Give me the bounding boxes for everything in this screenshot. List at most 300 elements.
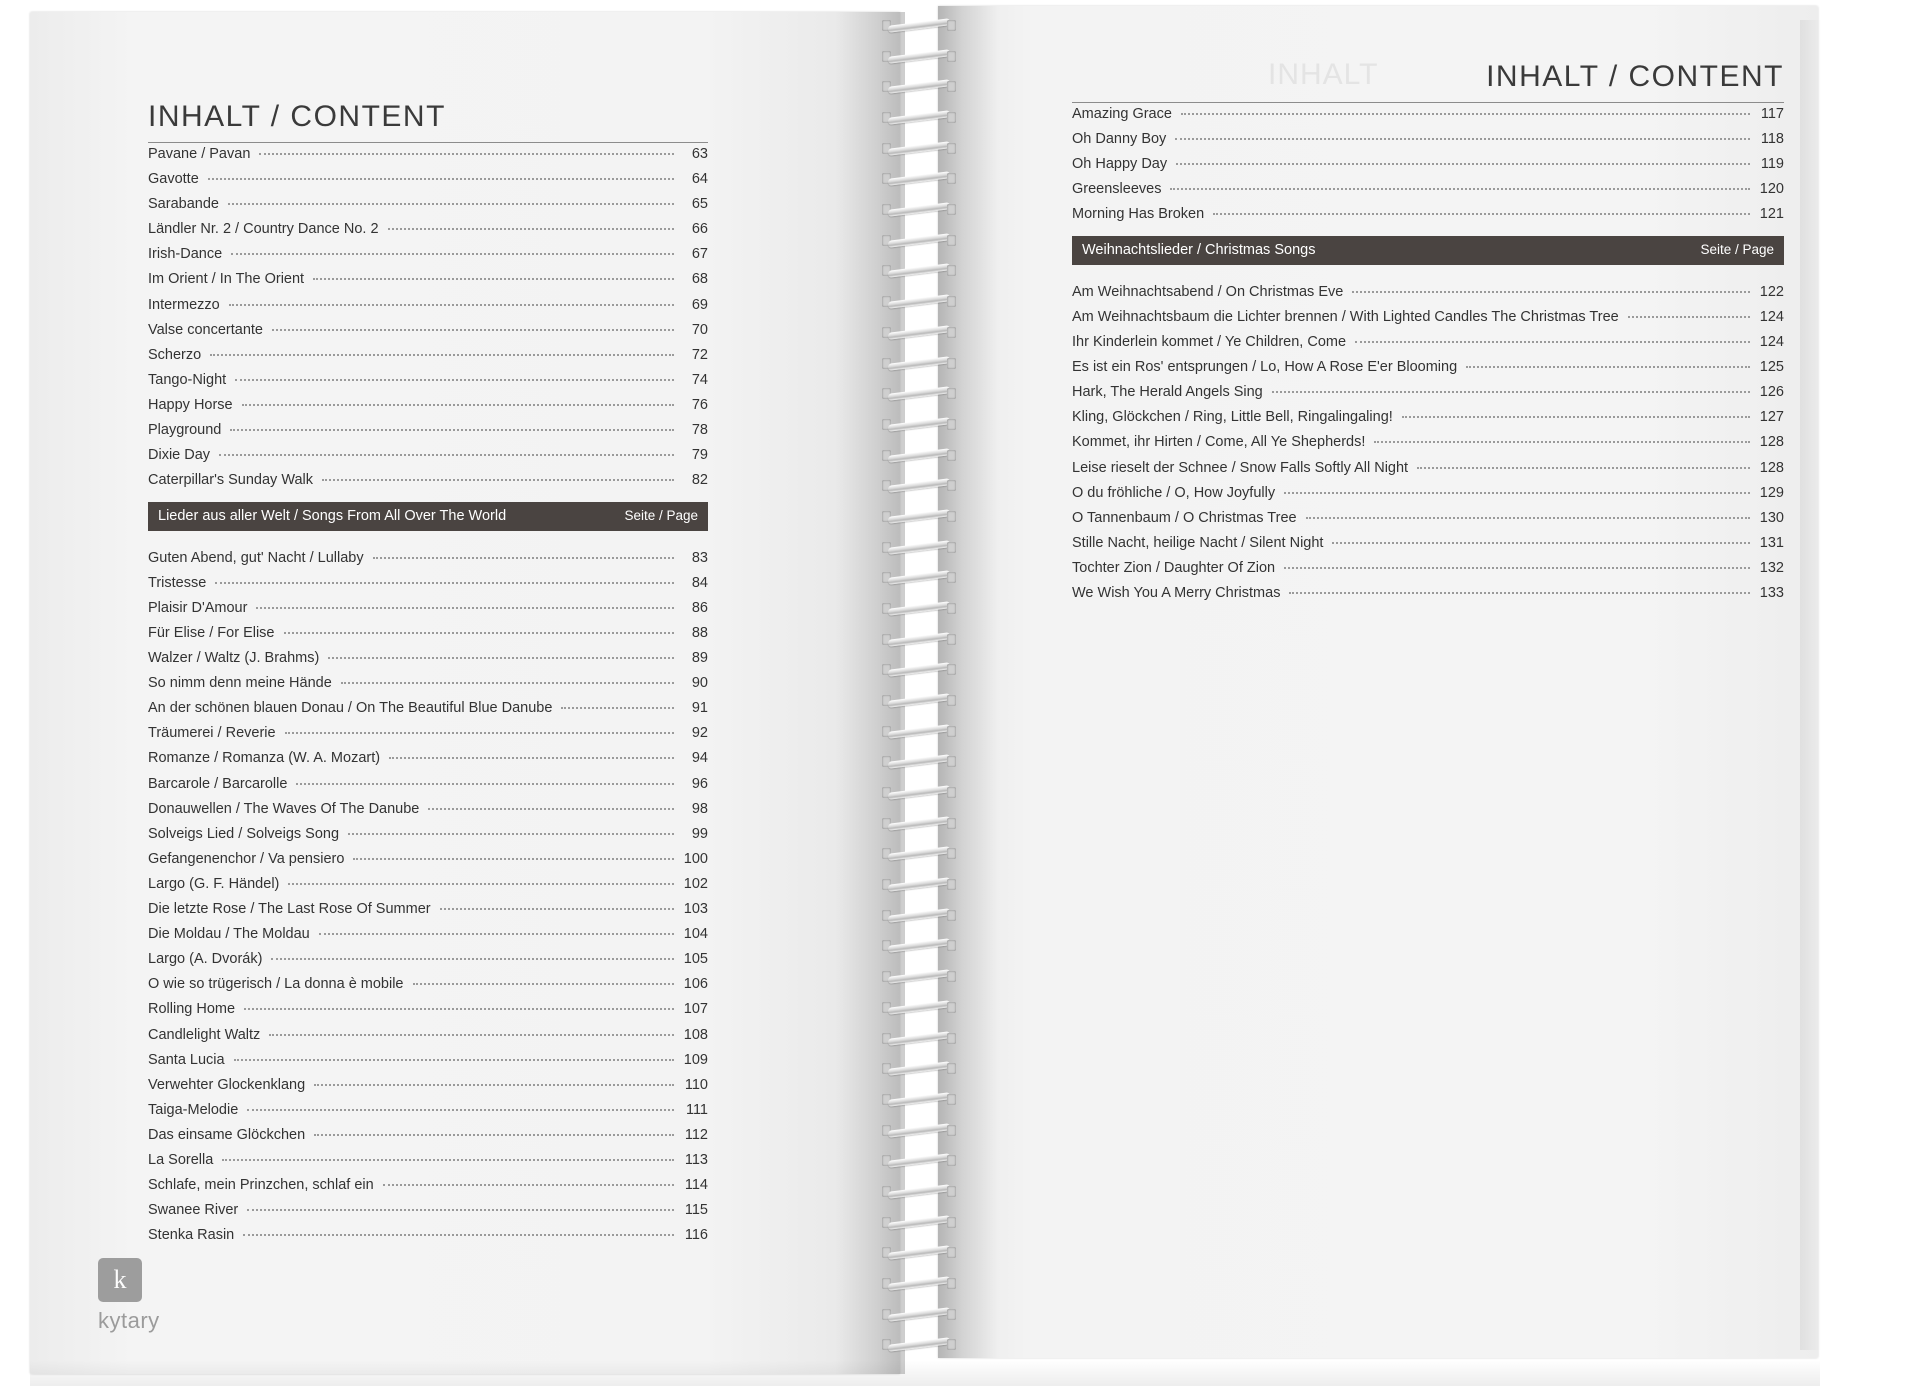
toc-entry-page: 124 bbox=[1759, 334, 1784, 351]
toc-list-left-top bbox=[148, 143, 708, 488]
spiral-coil bbox=[880, 263, 958, 279]
left-title-block bbox=[148, 100, 708, 143]
spiral-coil bbox=[880, 325, 958, 341]
toc-entry bbox=[1072, 532, 1784, 551]
toc-entry-title: So nimm denn meine Hände bbox=[148, 675, 332, 692]
toc-dot-leader bbox=[296, 770, 674, 785]
toc-entry-page: 117 bbox=[1760, 106, 1784, 122]
toc-dot-leader bbox=[259, 140, 674, 155]
spiral-coil bbox=[880, 417, 958, 433]
toc-dot-leader bbox=[231, 240, 674, 255]
section-page-label: Seite / Page bbox=[1700, 242, 1774, 258]
toc-entry-page: 126 bbox=[1759, 384, 1784, 401]
toc-entry-page: 79 bbox=[691, 447, 708, 464]
toc-entry bbox=[148, 722, 708, 741]
toc-entry bbox=[148, 1124, 708, 1143]
toc-entry-page: 118 bbox=[1760, 131, 1784, 148]
toc-dot-leader bbox=[269, 1021, 674, 1036]
toc-entry bbox=[1072, 482, 1784, 501]
toc-dot-leader bbox=[285, 719, 674, 734]
toc-dot-leader bbox=[341, 669, 674, 684]
spiral-coil bbox=[880, 49, 958, 65]
toc-entry-page: 125 bbox=[1759, 359, 1784, 376]
toc-dot-leader bbox=[1355, 328, 1750, 343]
spiral-coil bbox=[880, 79, 958, 95]
spiral-coil bbox=[880, 233, 958, 249]
toc-entry-title: Happy Horse bbox=[148, 396, 233, 413]
toc-entry-title: We Wish You A Merry Christmas bbox=[1072, 585, 1281, 601]
toc-entry-page: 91 bbox=[691, 700, 708, 717]
spiral-coil bbox=[880, 1215, 958, 1231]
toc-entry bbox=[1072, 381, 1784, 400]
toc-entry bbox=[148, 319, 708, 338]
toc-entry bbox=[1072, 507, 1784, 526]
toc-entry-title: Intermezzo bbox=[148, 296, 220, 313]
toc-entry bbox=[148, 697, 708, 716]
kytary-logo-mark: k bbox=[98, 1258, 142, 1302]
toc-entry-title: Schlafe, mein Prinzchen, schlaf ein bbox=[148, 1177, 374, 1194]
toc-dot-leader bbox=[1176, 150, 1750, 165]
toc-entry-page: 92 bbox=[691, 725, 708, 742]
toc-entry-page: 114 bbox=[684, 1177, 708, 1194]
spiral-coil bbox=[880, 1276, 958, 1292]
toc-entry-page: 106 bbox=[683, 976, 708, 993]
toc-dot-leader bbox=[413, 970, 675, 985]
toc-dot-leader bbox=[373, 544, 674, 559]
toc-entry-title: Greensleeves bbox=[1072, 181, 1162, 198]
spiral-coil bbox=[880, 356, 958, 372]
right-title-block bbox=[1072, 60, 1784, 103]
toc-entry bbox=[148, 268, 708, 287]
toc-dot-leader bbox=[322, 466, 674, 481]
toc-entry-title: Donauwellen / The Waves Of The Danube bbox=[148, 800, 420, 817]
toc-entry-page: 89 bbox=[691, 650, 708, 667]
toc-entry-title: Walzer / Waltz (J. Brahms) bbox=[148, 650, 320, 667]
toc-dot-leader bbox=[1402, 403, 1750, 418]
spiral-coil bbox=[880, 754, 958, 770]
toc-entry-page: 119 bbox=[1760, 156, 1784, 173]
toc-entry-title: Gefangenenchor / Va pensiero bbox=[148, 850, 345, 867]
toc-entry-page: 104 bbox=[683, 926, 708, 943]
toc-entry-page: 94 bbox=[691, 750, 708, 767]
toc-entry bbox=[148, 747, 708, 766]
toc-entry bbox=[1072, 153, 1784, 172]
toc-entry-page: 90 bbox=[691, 675, 708, 692]
toc-entry-page: 82 bbox=[691, 472, 708, 489]
page-title-left: INHALT / CONTENT bbox=[148, 100, 446, 133]
toc-entry-title: Candlelight Waltz bbox=[148, 1026, 261, 1043]
toc-entry bbox=[148, 597, 708, 616]
toc-entry-page: 133 bbox=[1759, 585, 1784, 601]
toc-dot-leader bbox=[1289, 579, 1750, 594]
spiral-coil bbox=[880, 969, 958, 985]
toc-entry bbox=[148, 773, 708, 792]
spiral-binding bbox=[880, 18, 960, 1368]
section-header-songs-world bbox=[148, 502, 708, 531]
toc-entry-page: 67 bbox=[691, 246, 708, 263]
toc-entry bbox=[1072, 281, 1784, 300]
toc-entry-title: Irish-Dance bbox=[148, 246, 223, 263]
toc-entry-title: O du fröhliche / O, How Joyfully bbox=[1072, 484, 1276, 501]
toc-entry bbox=[148, 898, 708, 917]
spiral-coil bbox=[880, 171, 958, 187]
toc-entry bbox=[1072, 557, 1784, 576]
toc-entry-page: 121 bbox=[1759, 206, 1784, 223]
toc-entry-page: 69 bbox=[691, 296, 708, 313]
spiral-coil bbox=[880, 18, 958, 34]
toc-dot-leader bbox=[1352, 278, 1750, 293]
spiral-coil bbox=[880, 693, 958, 709]
toc-entry bbox=[148, 1099, 708, 1118]
toc-entry-page: 78 bbox=[691, 422, 708, 439]
toc-entry-page: 103 bbox=[683, 901, 708, 918]
toc-entry bbox=[1072, 356, 1784, 375]
toc-entry-page: 83 bbox=[691, 549, 708, 566]
toc-dot-leader bbox=[1306, 504, 1750, 519]
toc-entry-title: O Tannenbaum / O Christmas Tree bbox=[1072, 509, 1297, 526]
toc-entry-title: Tochter Zion / Daughter Of Zion bbox=[1072, 559, 1276, 576]
toc-entry-title: Leise rieselt der Schnee / Snow Falls Softly All Night bbox=[1072, 459, 1409, 476]
toc-entry-page: 65 bbox=[691, 196, 708, 213]
toc-entry bbox=[1072, 457, 1784, 476]
toc-dot-leader bbox=[229, 291, 674, 306]
toc-dot-leader bbox=[210, 341, 674, 356]
toc-entry bbox=[148, 948, 708, 967]
toc-dot-leader bbox=[1332, 529, 1750, 544]
toc-entry-title: Die letzte Rose / The Last Rose Of Summer bbox=[148, 901, 431, 918]
toc-entry bbox=[1072, 103, 1784, 122]
toc-dot-leader bbox=[319, 920, 674, 935]
toc-entry bbox=[1072, 178, 1784, 197]
toc-entry-page: 74 bbox=[691, 371, 708, 388]
right-page-content bbox=[1072, 60, 1784, 607]
toc-entry-title: Kommet, ihr Hirten / Come, All Ye Shepherds! bbox=[1072, 434, 1366, 451]
toc-entry-page: 124 bbox=[1759, 308, 1784, 325]
toc-entry-title: Oh Happy Day bbox=[1072, 156, 1168, 173]
spiral-coil bbox=[880, 816, 958, 832]
toc-entry-page: 102 bbox=[683, 875, 708, 892]
toc-entry-title: Pavane / Pavan bbox=[148, 146, 251, 162]
toc-entry bbox=[148, 193, 708, 212]
spiral-coil bbox=[880, 1307, 958, 1323]
toc-dot-leader bbox=[208, 165, 674, 180]
toc-dot-leader bbox=[389, 744, 674, 759]
toc-entry-title: Es ist ein Ros' entsprungen / Lo, How A Rose E'er Blooming bbox=[1072, 359, 1458, 376]
toc-dot-leader bbox=[440, 895, 674, 910]
toc-dot-leader bbox=[247, 1096, 674, 1111]
toc-dot-leader bbox=[1284, 554, 1750, 569]
toc-entry bbox=[148, 243, 708, 262]
toc-entry-title: Rolling Home bbox=[148, 1001, 236, 1018]
toc-entry bbox=[148, 622, 708, 641]
toc-entry-page: 110 bbox=[684, 1076, 708, 1093]
toc-entry-title: Barcarole / Barcarolle bbox=[148, 775, 288, 792]
toc-entry bbox=[1072, 203, 1784, 222]
toc-entry-title: La Sorella bbox=[148, 1151, 214, 1168]
toc-dot-leader bbox=[243, 1221, 674, 1236]
toc-entry bbox=[148, 469, 708, 488]
toc-entry-title: Die Moldau / The Moldau bbox=[148, 926, 310, 943]
toc-dot-leader bbox=[247, 1196, 674, 1211]
toc-entry-page: 108 bbox=[683, 1026, 708, 1043]
toc-entry-title: Am Weihnachtsabend / On Christmas Eve bbox=[1072, 283, 1344, 300]
toc-entry-title: Hark, The Herald Angels Sing bbox=[1072, 384, 1263, 401]
spiral-coil bbox=[880, 202, 958, 218]
toc-entry bbox=[148, 294, 708, 313]
toc-dot-leader bbox=[1628, 303, 1750, 318]
spiral-coil bbox=[880, 1245, 958, 1261]
toc-entry-title: Tristesse bbox=[148, 574, 207, 591]
toc-entry-page: 107 bbox=[683, 1001, 708, 1018]
toc-entry-page: 105 bbox=[683, 951, 708, 968]
left-page-content bbox=[148, 100, 708, 1249]
spiral-coil bbox=[880, 846, 958, 862]
toc-entry bbox=[148, 672, 708, 691]
spiral-coil bbox=[880, 908, 958, 924]
toc-dot-leader bbox=[230, 416, 674, 431]
toc-entry-title: Stenka Rasin bbox=[148, 1227, 235, 1244]
toc-entry-title: Romanze / Romanza (W. A. Mozart) bbox=[148, 750, 381, 767]
toc-entry bbox=[148, 798, 708, 817]
spiral-coil bbox=[880, 1092, 958, 1108]
toc-dot-leader bbox=[1213, 200, 1750, 215]
toc-entry bbox=[148, 973, 708, 992]
toc-list-right-section bbox=[1072, 281, 1784, 601]
toc-entry bbox=[1072, 128, 1784, 147]
toc-entry bbox=[148, 1174, 708, 1193]
toc-entry bbox=[148, 444, 708, 463]
spiral-coil bbox=[880, 294, 958, 310]
toc-entry-page: 131 bbox=[1759, 534, 1784, 551]
toc-dot-leader bbox=[383, 1171, 674, 1186]
toc-entry bbox=[148, 998, 708, 1017]
toc-entry-page: 63 bbox=[691, 146, 708, 162]
toc-dot-leader bbox=[222, 1146, 674, 1161]
page-title-right: INHALT / CONTENT bbox=[1486, 60, 1784, 93]
toc-entry-page: 112 bbox=[684, 1126, 708, 1143]
toc-entry-title: Solveigs Lied / Solveigs Song bbox=[148, 825, 340, 842]
toc-entry-page: 129 bbox=[1759, 484, 1784, 501]
toc-entry bbox=[148, 168, 708, 187]
spiral-coil bbox=[880, 540, 958, 556]
toc-entry-title: Dixie Day bbox=[148, 447, 211, 464]
toc-entry-title: Santa Lucia bbox=[148, 1051, 225, 1068]
spiral-coil bbox=[880, 1061, 958, 1077]
toc-entry bbox=[1072, 582, 1784, 601]
toc-entry bbox=[148, 1074, 708, 1093]
spiral-coil bbox=[880, 509, 958, 525]
toc-list-left-section bbox=[148, 547, 708, 1243]
toc-entry bbox=[148, 647, 708, 666]
toc-dot-leader bbox=[271, 945, 674, 960]
toc-entry bbox=[148, 419, 708, 438]
toc-dot-leader bbox=[219, 441, 674, 456]
toc-dot-leader bbox=[428, 795, 674, 810]
toc-entry bbox=[148, 572, 708, 591]
toc-entry bbox=[148, 873, 708, 892]
toc-entry-page: 122 bbox=[1759, 283, 1784, 300]
toc-entry-page: 66 bbox=[691, 221, 708, 238]
toc-entry bbox=[148, 823, 708, 842]
toc-entry bbox=[148, 1024, 708, 1043]
toc-entry-title: Sarabande bbox=[148, 196, 219, 213]
toc-entry-title: Morning Has Broken bbox=[1072, 206, 1205, 223]
toc-entry-title: Guten Abend, gut' Nacht / Lullaby bbox=[148, 549, 364, 566]
toc-entry bbox=[148, 218, 708, 237]
spiral-coil bbox=[880, 1184, 958, 1200]
toc-entry-title: Im Orient / In The Orient bbox=[148, 271, 305, 288]
toc-dot-leader bbox=[234, 1046, 674, 1061]
toc-entry-title: Stille Nacht, heilige Nacht / Silent Night bbox=[1072, 534, 1324, 551]
toc-entry-page: 84 bbox=[691, 574, 708, 591]
toc-dot-leader bbox=[1175, 125, 1750, 140]
toc-dot-leader bbox=[1181, 100, 1750, 115]
toc-dot-leader bbox=[1284, 479, 1750, 494]
toc-entry bbox=[148, 1224, 708, 1243]
toc-entry bbox=[148, 394, 708, 413]
spiral-coil bbox=[880, 1123, 958, 1139]
toc-entry-title: Verwehter Glockenklang bbox=[148, 1076, 306, 1093]
toc-dot-leader bbox=[1466, 353, 1750, 368]
spiral-coil bbox=[880, 785, 958, 801]
toc-entry bbox=[148, 344, 708, 363]
toc-entry-page: 127 bbox=[1759, 409, 1784, 426]
toc-entry bbox=[148, 1199, 708, 1218]
toc-entry-title: Largo (A. Dvorák) bbox=[148, 951, 263, 968]
toc-entry-title: Taiga-Melodie bbox=[148, 1101, 239, 1118]
toc-entry-page: 113 bbox=[684, 1151, 708, 1168]
toc-entry-title: Swanee River bbox=[148, 1202, 239, 1219]
toc-dot-leader bbox=[244, 995, 674, 1010]
section-header-christmas-songs bbox=[1072, 236, 1784, 265]
toc-entry-title: Gavotte bbox=[148, 171, 199, 188]
toc-entry bbox=[1072, 406, 1784, 425]
toc-entry-page: 64 bbox=[691, 171, 708, 188]
toc-entry-title: Das einsame Glöckchen bbox=[148, 1126, 306, 1143]
toc-dot-leader bbox=[314, 1121, 674, 1136]
toc-entry-title: O wie so trügerisch / La donna è mobile bbox=[148, 976, 404, 993]
spiral-coil bbox=[880, 386, 958, 402]
toc-dot-leader bbox=[1374, 428, 1750, 443]
toc-entry-title: Playground bbox=[148, 422, 222, 439]
section-page-label: Seite / Page bbox=[624, 508, 698, 524]
toc-entry bbox=[148, 143, 708, 162]
toc-entry-title: Plaisir D'Amour bbox=[148, 599, 248, 616]
toc-dot-leader bbox=[348, 820, 674, 835]
toc-entry-page: 70 bbox=[691, 321, 708, 338]
spiral-coil bbox=[880, 632, 958, 648]
spiral-coil bbox=[880, 141, 958, 157]
spiral-coil bbox=[880, 662, 958, 678]
toc-dot-leader bbox=[561, 694, 674, 709]
spiral-coil bbox=[880, 478, 958, 494]
toc-entry-title: An der schönen blauen Donau / On The Beautiful Blue Danube bbox=[148, 700, 553, 717]
toc-entry-title: Tango-Night bbox=[148, 371, 227, 388]
toc-entry-title: Ihr Kinderlein kommet / Ye Children, Come bbox=[1072, 334, 1347, 351]
spiral-coil bbox=[880, 1153, 958, 1169]
toc-dot-leader bbox=[242, 391, 674, 406]
spiral-coil bbox=[880, 1337, 958, 1353]
toc-entry bbox=[1072, 331, 1784, 350]
toc-dot-leader bbox=[284, 619, 675, 634]
toc-dot-leader bbox=[313, 265, 674, 280]
toc-entry-title: Scherzo bbox=[148, 346, 202, 363]
toc-entry-title: Ländler Nr. 2 / Country Dance No. 2 bbox=[148, 221, 379, 238]
toc-dot-leader bbox=[1417, 454, 1750, 469]
toc-entry-page: 100 bbox=[683, 850, 708, 867]
toc-entry-page: 128 bbox=[1759, 434, 1784, 451]
toc-entry-title: Kling, Glöckchen / Ring, Little Bell, Ringalingaling! bbox=[1072, 409, 1393, 426]
toc-dot-leader bbox=[328, 644, 674, 659]
toc-entry-page: 88 bbox=[691, 625, 708, 641]
toc-entry bbox=[148, 923, 708, 942]
toc-entry-title: Largo (G. F. Händel) bbox=[148, 875, 280, 892]
spiral-coil bbox=[880, 938, 958, 954]
kytary-logo-text: kytary bbox=[98, 1308, 160, 1333]
toc-entry-title: Oh Danny Boy bbox=[1072, 131, 1167, 148]
toc-dot-leader bbox=[228, 190, 674, 205]
toc-dot-leader bbox=[272, 316, 674, 331]
toc-entry bbox=[148, 369, 708, 388]
toc-dot-leader bbox=[256, 594, 674, 609]
toc-entry-title: Am Weihnachtsbaum die Lichter brennen / With Lighted Candles The Christmas Tree bbox=[1072, 308, 1619, 325]
toc-dot-leader bbox=[288, 870, 674, 885]
toc-entry-page: 120 bbox=[1759, 181, 1784, 198]
toc-entry bbox=[1072, 431, 1784, 450]
toc-dot-leader bbox=[388, 215, 674, 230]
toc-dot-leader bbox=[1170, 175, 1750, 190]
spiral-coil bbox=[880, 877, 958, 893]
toc-entry-page: 109 bbox=[683, 1051, 708, 1068]
toc-dot-leader bbox=[314, 1071, 674, 1086]
toc-dot-leader bbox=[1272, 378, 1750, 393]
toc-dot-leader bbox=[215, 569, 674, 584]
toc-entry-page: 96 bbox=[691, 775, 708, 792]
toc-entry-title: Für Elise / For Elise bbox=[148, 625, 275, 641]
spiral-coil bbox=[880, 1000, 958, 1016]
toc-entry-page: 115 bbox=[684, 1202, 708, 1219]
spiral-coil bbox=[880, 1031, 958, 1047]
spiral-coil bbox=[880, 601, 958, 617]
toc-entry-title: Träumerei / Reverie bbox=[148, 725, 276, 742]
toc-entry-title: Amazing Grace bbox=[1072, 106, 1172, 122]
toc-entry-page: 68 bbox=[691, 271, 708, 288]
toc-dot-leader bbox=[235, 366, 674, 381]
toc-dot-leader bbox=[353, 845, 674, 860]
toc-entry-page: 98 bbox=[691, 800, 708, 817]
toc-entry bbox=[148, 1149, 708, 1168]
toc-entry-page: 128 bbox=[1759, 459, 1784, 476]
spiral-coil bbox=[880, 724, 958, 740]
toc-entry bbox=[1072, 306, 1784, 325]
toc-entry-page: 76 bbox=[691, 396, 708, 413]
toc-entry-page: 111 bbox=[685, 1101, 708, 1118]
toc-list-right-top bbox=[1072, 103, 1784, 222]
toc-entry-page: 116 bbox=[684, 1227, 708, 1244]
spiral-coil bbox=[880, 570, 958, 586]
toc-entry-page: 99 bbox=[691, 825, 708, 842]
toc-entry-page: 86 bbox=[691, 599, 708, 616]
toc-entry-page: 130 bbox=[1759, 509, 1784, 526]
toc-entry bbox=[148, 547, 708, 566]
toc-entry-title: Caterpillar's Sunday Walk bbox=[148, 472, 314, 489]
spiral-coil bbox=[880, 448, 958, 464]
section-label: Lieder aus aller Welt / Songs From All Over The World bbox=[158, 507, 507, 524]
kytary-watermark bbox=[98, 1258, 194, 1334]
toc-entry bbox=[148, 1049, 708, 1068]
section-label: Weihnachtslieder / Christmas Songs bbox=[1082, 241, 1316, 258]
toc-entry-page: 72 bbox=[691, 346, 708, 363]
